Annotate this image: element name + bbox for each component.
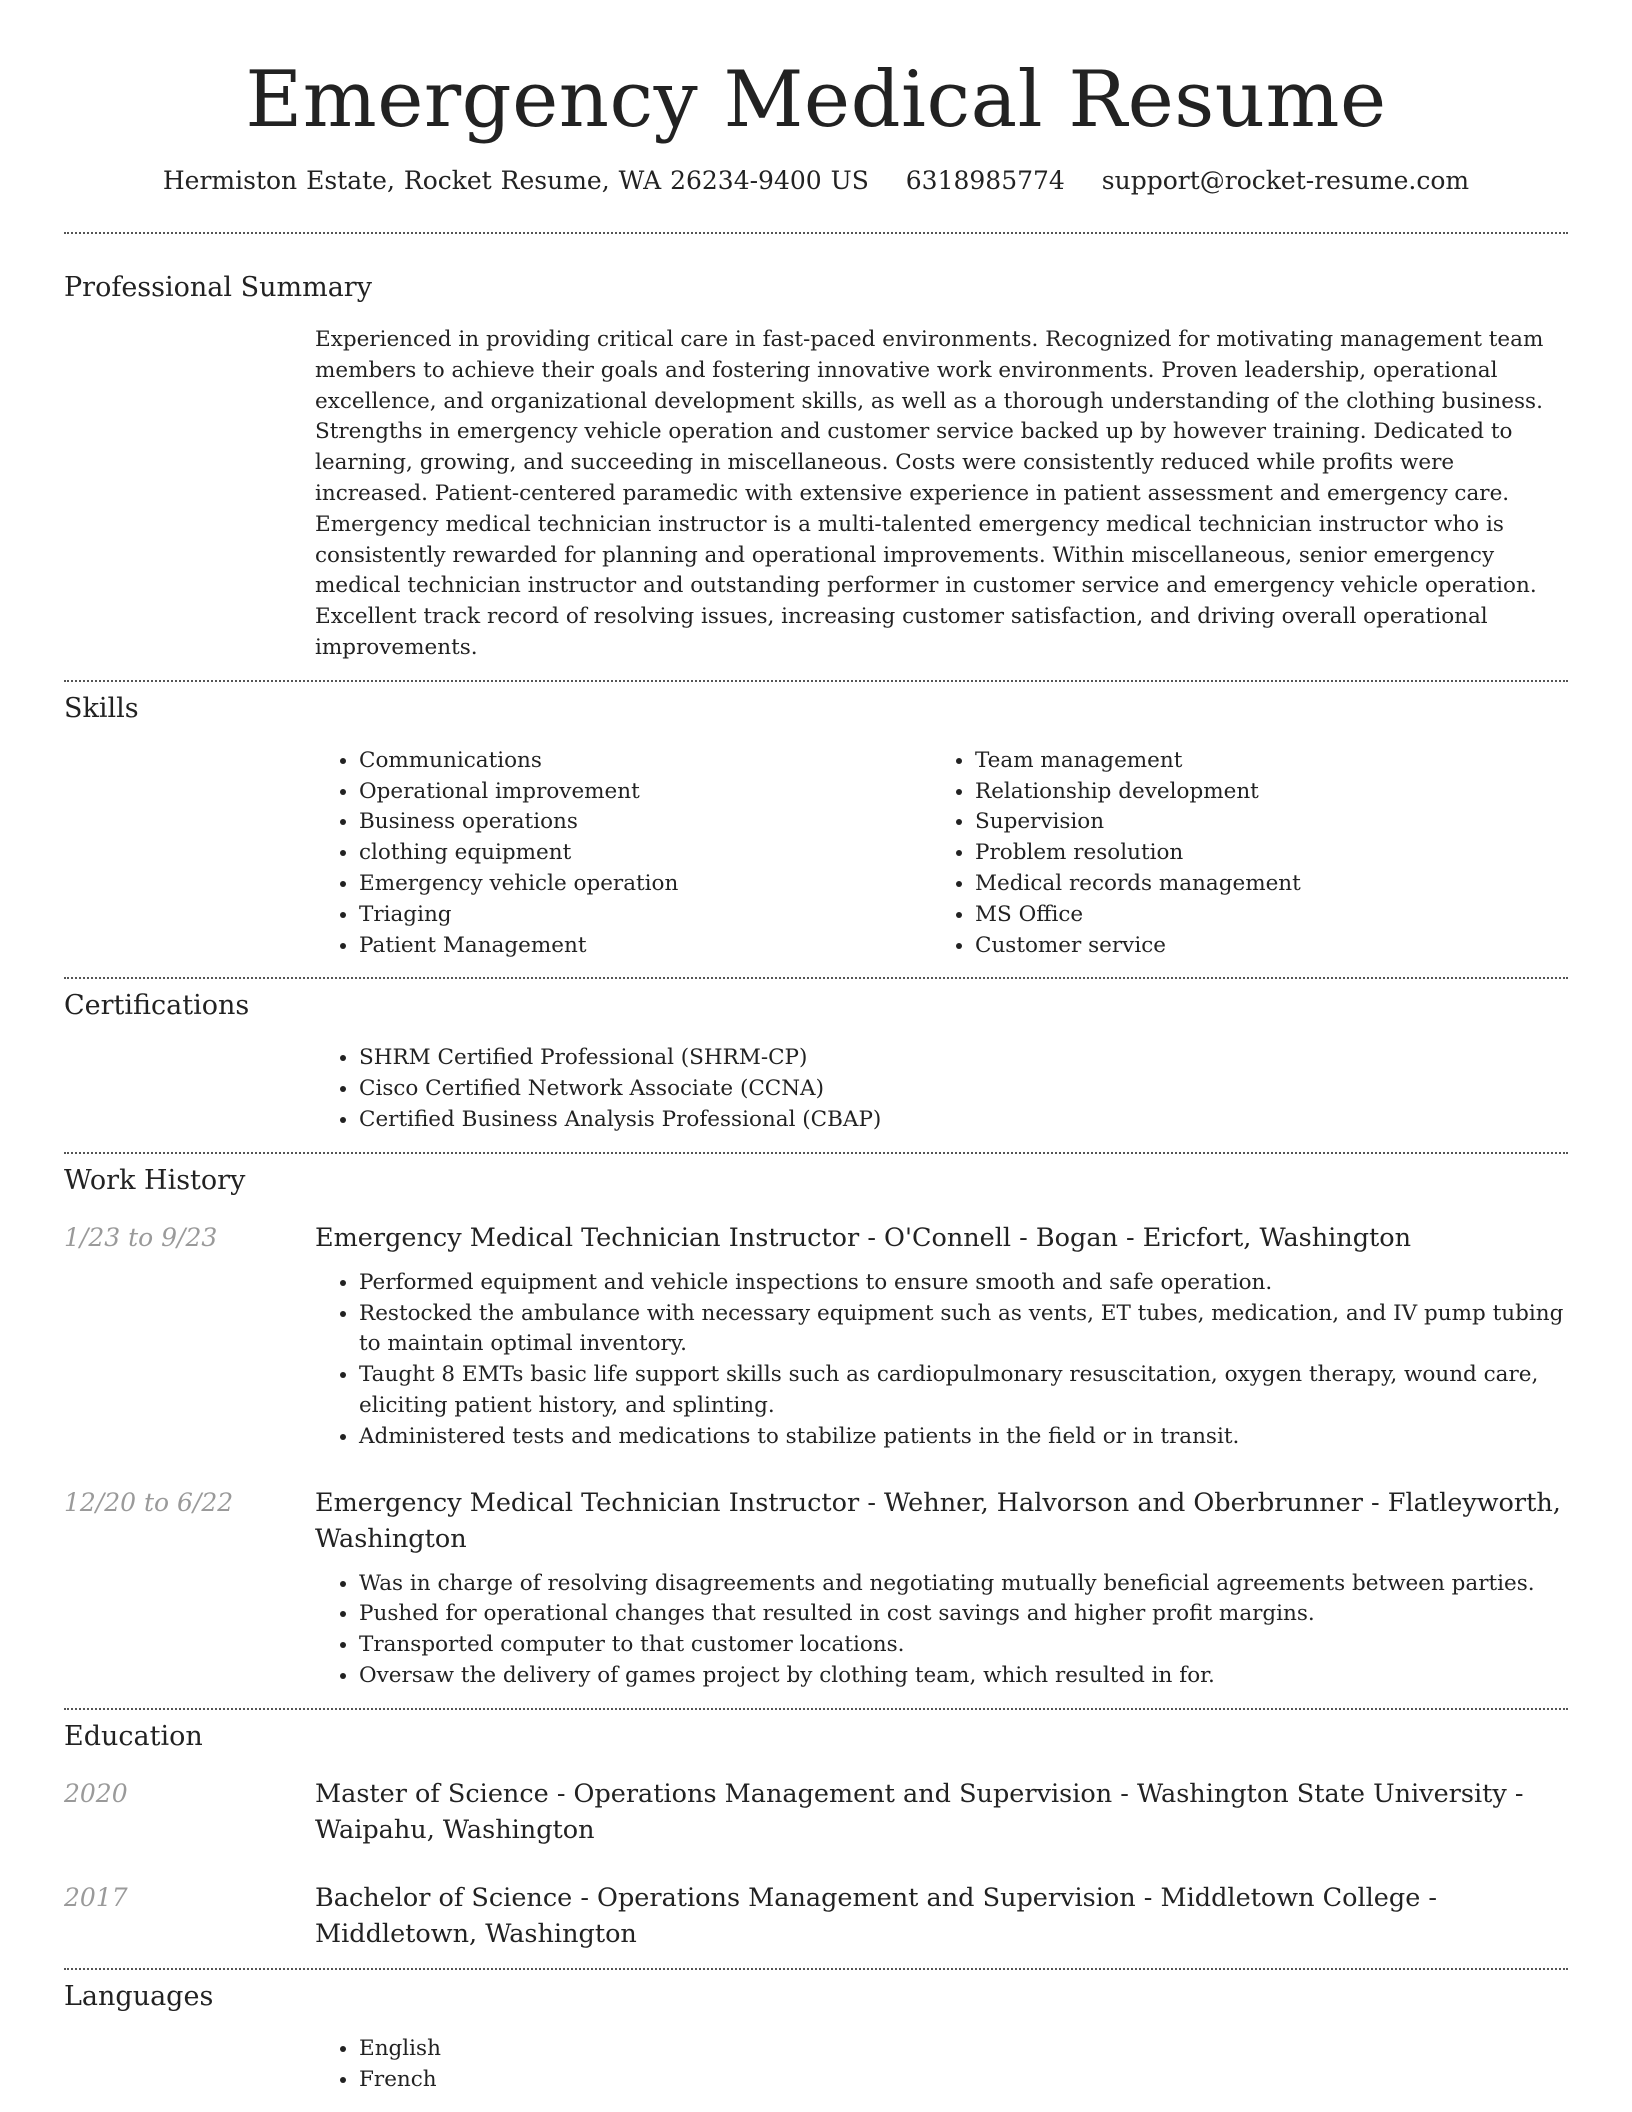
job-bullet: • Restocked the ambulance with necessary equipment such as vents, ET tubes, medication, and IV pump tubing to maintain optimal inventory. xyxy=(359,1299,1568,1361)
job-bullet: • Was in charge of resolving disagreements and negotiating mutually beneficial agreements between parties. xyxy=(359,1569,1568,1600)
certification-item: • Certified Business Analysis Professional (CBAP) xyxy=(359,1105,1568,1136)
skill-item: • Team management xyxy=(975,746,1547,777)
languages-title: Languages xyxy=(64,1980,214,2012)
job-entry xyxy=(64,1220,1568,1453)
job-bullets xyxy=(315,1268,1568,1453)
skill-item: • Medical records management xyxy=(975,869,1547,900)
education-degree: Master of Science - Operations Management and Supervision xyxy=(315,1778,1113,1809)
education-degree: Bachelor of Science - Operations Management and Supervision xyxy=(315,1882,1136,1913)
skills-section xyxy=(64,682,1568,962)
summary-section xyxy=(64,234,1568,664)
job-entry xyxy=(64,1485,1568,1692)
skills-list-right xyxy=(931,746,1547,962)
education-entry xyxy=(64,1880,1568,1952)
skill-item: • Customer service xyxy=(975,931,1547,962)
education-school-location: - Washington State University - Waipahu, Washington xyxy=(315,1778,1524,1845)
resume-header xyxy=(64,0,1568,198)
education-section xyxy=(64,1710,1568,1952)
contact-address: Hermiston Estate, Rocket Resume, WA 26234-9400 US xyxy=(162,166,869,195)
languages-section xyxy=(64,1970,1568,2096)
language-item: • French xyxy=(359,2065,1568,2096)
skills-title: Skills xyxy=(64,692,139,724)
skill-item: • Business operations xyxy=(359,807,931,838)
contact-phone: 6318985774 xyxy=(905,166,1065,195)
job-bullet: • Oversaw the delivery of games project by clothing team, which resulted in for. xyxy=(359,1661,1568,1692)
work-history-title: Work History xyxy=(64,1164,246,1196)
certifications-section xyxy=(64,979,1568,1135)
job-bullet: • Taught 8 EMTs basic life support skills such as cardiopulmonary resuscitation, oxygen therapy, wound care, eliciting patient history, and splinting. xyxy=(359,1360,1568,1422)
job-bullet: • Performed equipment and vehicle inspections to ensure smooth and safe operation. xyxy=(359,1268,1568,1299)
language-item: • English xyxy=(359,2034,1568,2065)
contact-email: support@rocket-resume.com xyxy=(1101,166,1470,195)
skill-item: • Operational improvement xyxy=(359,777,931,808)
job-dates: 12/20 to 6/22 xyxy=(64,1487,234,1517)
job-heading xyxy=(315,1220,1568,1256)
skill-item: • Communications xyxy=(359,746,931,777)
skill-item: • Triaging xyxy=(359,900,931,931)
skill-item: • Patient Management xyxy=(359,931,931,962)
skill-item: • Supervision xyxy=(975,807,1547,838)
summary-text: Experienced in providing critical care in fast-paced environments. Recognized for motivating management team members to achieve their goals and fostering innovative work environments. Proven leadership, operational excellence, and organizational development skills, as well as a thorough understanding of the clothing business. Strengths in emergency vehicle operation and customer service backed up by however training. Dedicated to learning, growing, and succeeding in miscellaneous. Costs were consistently reduced while profits were increased. Patient-centered paramedic with extensive experience in patient assessment and emergency care. Emergency medical technician instructor is a multi-talented emergency medical technician instructor who is consistently rewarded for planning and operational improvements. Within miscellaneous, senior emergency medical technician instructor and outstanding performer in customer service and emergency vehicle operation. Excellent track record of resolving issues, increasing customer satisfaction, and driving overall operational improvements. xyxy=(315,327,1544,660)
summary-title: Professional Summary xyxy=(64,272,372,303)
skill-item: • clothing equipment xyxy=(359,838,931,869)
skill-item: • Problem resolution xyxy=(975,838,1547,869)
certifications-list xyxy=(315,1043,1568,1135)
languages-list xyxy=(315,2034,1568,2096)
job-bullet: • Pushed for operational changes that resulted in cost savings and higher profit margins. xyxy=(359,1599,1568,1630)
education-title: Education xyxy=(64,1720,203,1752)
education-entry xyxy=(64,1776,1568,1848)
skills-list-left xyxy=(315,746,931,962)
job-role: Emergency Medical Technician Instructor xyxy=(315,1222,860,1253)
skill-item: • MS Office xyxy=(975,900,1547,931)
job-role: Emergency Medical Technician Instructor xyxy=(315,1487,860,1518)
certification-item: • Cisco Certified Network Associate (CCNA) xyxy=(359,1074,1568,1105)
job-bullets xyxy=(315,1569,1568,1692)
certifications-title: Certifications xyxy=(64,990,250,1022)
job-heading xyxy=(315,1485,1568,1557)
job-company-location: - O'Connell - Bogan - Ericfort, Washington xyxy=(859,1222,1412,1253)
skill-item: • Relationship development xyxy=(975,777,1547,808)
work-history-section xyxy=(64,1154,1568,1692)
education-school-location: - Middletown College - Middletown, Washington xyxy=(315,1882,1438,1949)
education-heading xyxy=(315,1880,1568,1952)
job-company-location: - Wehner, Halvorson and Oberbrunner - Flatleyworth, Washington xyxy=(315,1487,1561,1554)
job-bullet: • Transported computer to that customer locations. xyxy=(359,1630,1568,1661)
job-bullet: • Administered tests and medications to stabilize patients in the field or in transit. xyxy=(359,1422,1568,1453)
certification-item: • SHRM Certified Professional (SHRM-CP) xyxy=(359,1043,1568,1074)
education-heading xyxy=(315,1776,1568,1848)
skill-item: • Emergency vehicle operation xyxy=(359,869,931,900)
education-year: 2020 xyxy=(64,1778,128,1808)
education-year: 2017 xyxy=(64,1882,128,1912)
job-dates: 1/23 to 9/23 xyxy=(64,1222,218,1252)
contact-line xyxy=(64,164,1568,198)
resume-name: Emergency Medical Resume xyxy=(245,55,1387,145)
